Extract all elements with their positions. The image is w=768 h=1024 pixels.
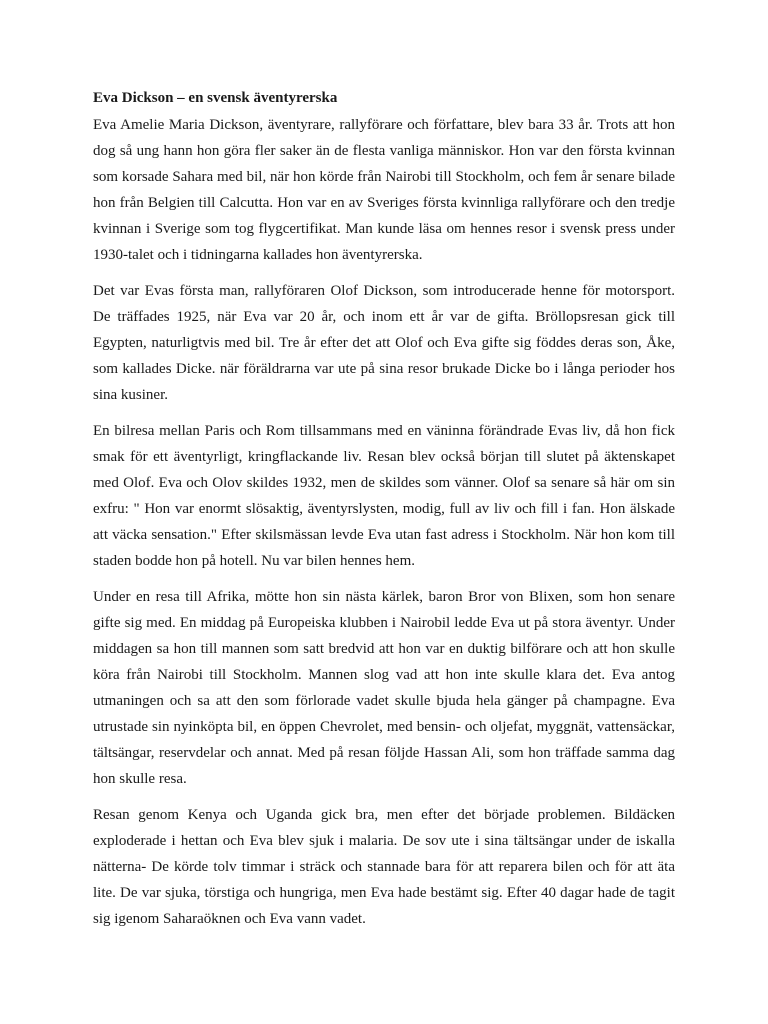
paragraph-paris-rome-trip: En bilresa mellan Paris och Rom tillsammans med en väninna förändrade Evas liv, då hon fick smak för ett äventyrligt, kringflackande liv. Resan blev också början till slutet på äktenskapet med Olof. Eva och Olov skildes 1932, men de skildes som vänner. Olof sa senare så här om sin exfru: " Hon var enormt slösaktig, äventyrslysten, modig, full av liv och fill i fan. Hon älskade att väcka sensation." Efter skilsmässan levde Eva utan fast adress i Stockholm. När hon kom till staden bodde hon på hotell. Nu var bilen hennes hem.	[93, 423, 675, 569]
paragraph-first-marriage: Det var Evas första man, rallyföraren Olof Dickson, som introducerade henne för motorsport. De träffades 1925, när Eva var 20 år, och inom ett år var de gifta. Bröllopsresan gick till Egypten, naturligtvis med bil. Tre år efter det att Olof och Eva gifte sig föddes deras son, Åke, som kallades Dicke. när föräldrarna var ute på sina resor brukade Dicke bo i långa perioder hos sina kusiner.	[93, 283, 675, 403]
paragraph-africa-bet: Under en resa till Afrika, mötte hon sin nästa kärlek, baron Bror von Blixen, som hon senare gifte sig med. En middag på Europeiska klubben i Nairobil ledde Eva ut på stora äventyr. Under middagen sa hon till mannen som satt bredvid att hon var en duktig bilförare och att hon skulle köra från Nairobi till Stockholm. Mannen slog vad att hon inte skulle klara det. Eva antog utmaningen och sa att den som förlorade vadet skulle bjuda hela gänger på champagne. Eva utrustade sin nyinköpta bil, en öppen Chevrolet, med bensin- och oljefat, myggnät, vattensäckar, tältsängar, reservdelar och annat. Med på resan följde Hassan Ali, som hon träffade samma dag hon skulle resa.	[93, 589, 675, 787]
document-title: Eva Dickson – en svensk äventyrerska	[93, 90, 338, 106]
paragraph-sahara-crossing: Resan genom Kenya och Uganda gick bra, men efter det började problemen. Bildäcken exploderade i hettan och Eva blev sjuk i malaria. De sov ute i sina tältsängar under de iskalla nätterna- De körde tolv timmar i sträck och stannade bara för att reparera bilen och för att äta lite. De var sjuka, törstiga och hungriga, men Eva hade bestämt sig. Efter 40 dagar hade de tagit sig igenom Saharaöknen och Eva vann vadet.	[93, 807, 675, 927]
paragraph-intro: Eva Amelie Maria Dickson, äventyrare, rallyförare och författare, blev bara 33 år. Trots att hon dog så ung hann hon göra fler saker än de flesta vanliga människor. Hon var den första kvinnan som korsade Sahara med bil, när hon körde från Nairobi till Stockholm, och fem år senare bilade hon från Belgien till Calcutta. Hon var en av Sveriges första kvinnliga rallyförare och den tredje kvinnan i Sverige som tog flygcertifikat. Man kunde läsa om hennes resor i svensk press under 1930-talet och i tidningarna kallades hon äventyrerska.	[93, 117, 675, 263]
document-page	[93, 86, 675, 942]
